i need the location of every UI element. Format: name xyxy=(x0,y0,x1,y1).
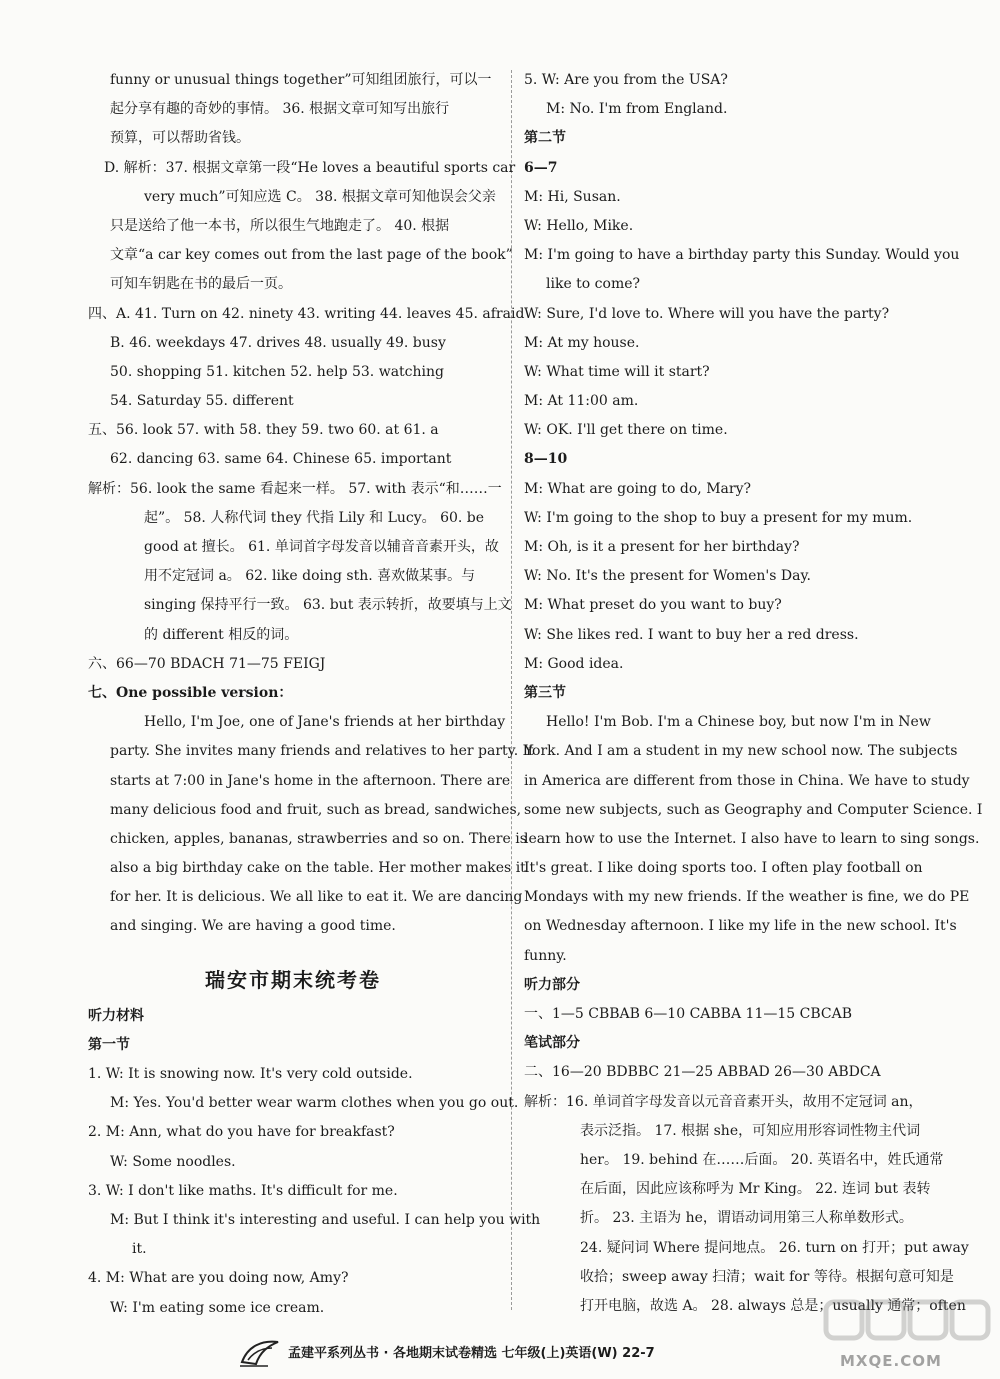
text-line: 只是送给了他一本书，所以很生气地跑走了。 40. 根据 xyxy=(110,217,450,234)
text-line: W: Sure, I'd love to. Where will you have the party? xyxy=(524,305,890,322)
text-line: like to come? xyxy=(546,276,641,293)
text-line: 用不定冠词 a。 62. like doing sth. 喜欢做某事。与 xyxy=(144,568,476,585)
text-line: 6—7 xyxy=(524,159,558,176)
text-line: M: Good idea. xyxy=(524,655,624,672)
text-line: chicken, apples, bananas, strawberries and so on. There is xyxy=(110,830,527,847)
text-line: 收拾；sweep away 扫清；wait for 等待。根据句意可知是 xyxy=(580,1268,954,1285)
text-line: 50. shopping 51. kitchen 52. help 53. watching xyxy=(110,363,444,380)
text-line: 起分享有趣的奇妙的事情。 36. 根据文章可知写出旅行 xyxy=(110,101,450,118)
text-line: 预算，可以帮助省钱。 xyxy=(110,130,250,147)
text-line: funny or unusual things together”可知组团旅行，可以一 xyxy=(110,72,492,88)
text-line: M: But I think it's interesting and useful. I can help you with xyxy=(110,1211,541,1228)
text-line: 二、16—20 BDBBC 21—25 ABBAD 26—30 ABDCA xyxy=(524,1064,881,1081)
text-line: D. 解析：37. 根据文章第一段“He loves a beautiful sports car xyxy=(104,159,516,176)
right-column xyxy=(524,66,983,1321)
text-line: W: What time will it start? xyxy=(524,363,710,380)
text-line: It's great. I like doing sports too. I often play football on xyxy=(524,860,923,877)
text-line: W: Hello, Mike. xyxy=(524,217,634,234)
text-line: W: I'm eating some ice cream. xyxy=(110,1299,325,1316)
left-column xyxy=(88,66,541,1323)
text-line: 可知车钥匙在书的最后一页。 xyxy=(110,276,292,293)
text-line: 四、A. 41. Turn on 42. ninety 43. writing 44. leaves 45. afraid xyxy=(88,305,525,322)
text-line: 第二节 xyxy=(524,130,566,147)
text-line: 一、1—5 CBBAB 6—10 CABBA 11—15 CBCAB xyxy=(524,1006,852,1022)
text-line: 在后面，因此应该称呼为 Mr King。 22. 连词 but 表转 xyxy=(580,1181,931,1198)
text-line: M: At my house. xyxy=(524,334,640,351)
text-line: M: What preset do you want to buy? xyxy=(524,597,782,614)
text-line: good at 擅长。 61. 单词首字母发音以辅音音素开头，故 xyxy=(144,539,499,555)
text-line: very much”可知应选 C。 38. 根据文章可知他误会父亲 xyxy=(144,188,496,205)
text-line: 5. W: Are you from the USA? xyxy=(524,72,728,88)
text-line: B. 46. weekdays 47. drives 48. usually 49. busy xyxy=(110,334,446,351)
text-line: W: No. It's the present for Women's Day. xyxy=(524,568,811,585)
text-line: 第三节 xyxy=(524,684,566,701)
publisher-logo-icon xyxy=(238,1336,282,1370)
text-line: W: Some noodles. xyxy=(110,1153,236,1170)
text-line: many delicious food and fruit, such as bread, sandwiches, xyxy=(110,801,522,818)
text-line: M: At 11:00 am. xyxy=(524,393,639,410)
text-line: M: Oh, is it a present for her birthday? xyxy=(524,539,800,555)
text-line: 24. 疑问词 Where 提问地点。 26. turn on 打开；put away xyxy=(580,1239,969,1256)
text-line: W: I'm going to the shop to buy a present for my mum. xyxy=(524,509,913,526)
text-line: M: No. I'm from England. xyxy=(546,101,728,118)
text-line: in America are different from those in China. We have to study xyxy=(524,772,970,789)
text-line: 五、56. look 57. with 58. they 59. two 60. at 61. a xyxy=(88,422,439,439)
text-line: 七、One possible version： xyxy=(88,684,293,701)
text-line: 文章“a car key comes out from the last page of the book” xyxy=(110,247,513,264)
text-line: 3. W: I don't like maths. It's difficult for me. xyxy=(88,1182,398,1199)
text-line: 解析：56. look the same 看起来一样。 57. with 表示“和……一 xyxy=(88,480,502,497)
text-line: some new subjects, such as Geography and Computer Science. I xyxy=(524,801,983,818)
text-line: 的 different 相反的词。 xyxy=(144,626,299,643)
text-line: party. She invites many friends and relatives to her party. It xyxy=(110,743,534,760)
text-line: M: Hi, Susan. xyxy=(524,188,621,205)
text-line: 62. dancing 63. same 64. Chinese 65. important xyxy=(110,451,452,468)
text-line: W: She likes red. I want to buy her a red dress. xyxy=(524,626,859,643)
text-line: Hello! I'm Bob. I'm a Chinese boy, but now I'm in New xyxy=(546,714,931,731)
text-line: M: What are going to do, Mary? xyxy=(524,480,751,497)
text-line: 六、66—70 BDACH 71—75 FEIGJ xyxy=(88,655,326,672)
watermark-text: MXQE.COM xyxy=(840,1352,942,1370)
text-line: Hello, I'm Joe, one of Jane's friends at her birthday xyxy=(144,714,506,731)
text-line: York. And I am a student in my new school now. The subjects xyxy=(524,743,958,760)
text-line: 1. W: It is snowing now. It's very cold outside. xyxy=(88,1066,413,1082)
text-line: 起”。 58. 人称代词 they 代指 Lily 和 Lucy。 60. be xyxy=(144,509,485,526)
text-line: it. xyxy=(132,1241,147,1258)
text-line: learn how to use the Internet. I also have to learn to sing songs. xyxy=(524,830,980,847)
text-line: M: Yes. You'd better wear warm clothes when you go out. xyxy=(110,1095,519,1112)
text-line: her。 19. behind 在……后面。 20. 英语名中，姓氏通常 xyxy=(580,1151,944,1168)
text-line: 解析：16. 单词首字母发音以元音音素开头，故用不定冠词 an， xyxy=(524,1093,923,1110)
section-title: 瑞安市期末统考卷 xyxy=(205,967,381,992)
text-line: 打开电脑，故选 A。 28. always 总是；usually 通常；often xyxy=(580,1297,966,1314)
text-line: also a big birthday cake on the table. Her mother makes it xyxy=(110,860,526,877)
text-line: 听力材料 xyxy=(88,1007,144,1024)
text-line: for her. It is delicious. We all like to eat it. We are dancing xyxy=(110,889,523,906)
text-line: Mondays with my new friends. If the weather is fine, we do PE xyxy=(524,889,970,906)
text-line: 听力部分 xyxy=(524,976,580,993)
text-line: W: OK. I'll get there on time. xyxy=(524,422,728,439)
text-line: starts at 7:00 in Jane's home in the afternoon. There are xyxy=(110,772,511,789)
text-line: 8—10 xyxy=(524,451,568,468)
text-line: 表示泛指。 17. 根据 she，可知应用形容词性物主代词 xyxy=(580,1122,921,1139)
text-line: 4. M: What are you doing now, Amy? xyxy=(88,1270,349,1287)
text-line: 第一节 xyxy=(88,1036,130,1053)
text-line: singing 保持平行一致。 63. but 表示转折，故要填与上文 xyxy=(144,597,512,614)
text-line: 54. Saturday 55. different xyxy=(110,393,294,410)
text-line: 2. M: Ann, what do you have for breakfast? xyxy=(88,1124,395,1141)
text-line: funny. xyxy=(524,947,567,964)
text-line: and singing. We are having a good time. xyxy=(110,918,396,935)
text-line: 折。 23. 主语为 he，谓语动词用第三人称单数形式。 xyxy=(580,1210,913,1227)
text-line: M: I'm going to have a birthday party this Sunday. Would you xyxy=(524,247,960,264)
text-line: on Wednesday afternoon. I like my life in the new school. It's xyxy=(524,918,957,935)
footer-text: 孟建平系列丛书 · 各地期末试卷精选 七年级(上)英语(W) 22-7 xyxy=(288,1346,655,1361)
text-line: 笔试部分 xyxy=(524,1035,580,1052)
